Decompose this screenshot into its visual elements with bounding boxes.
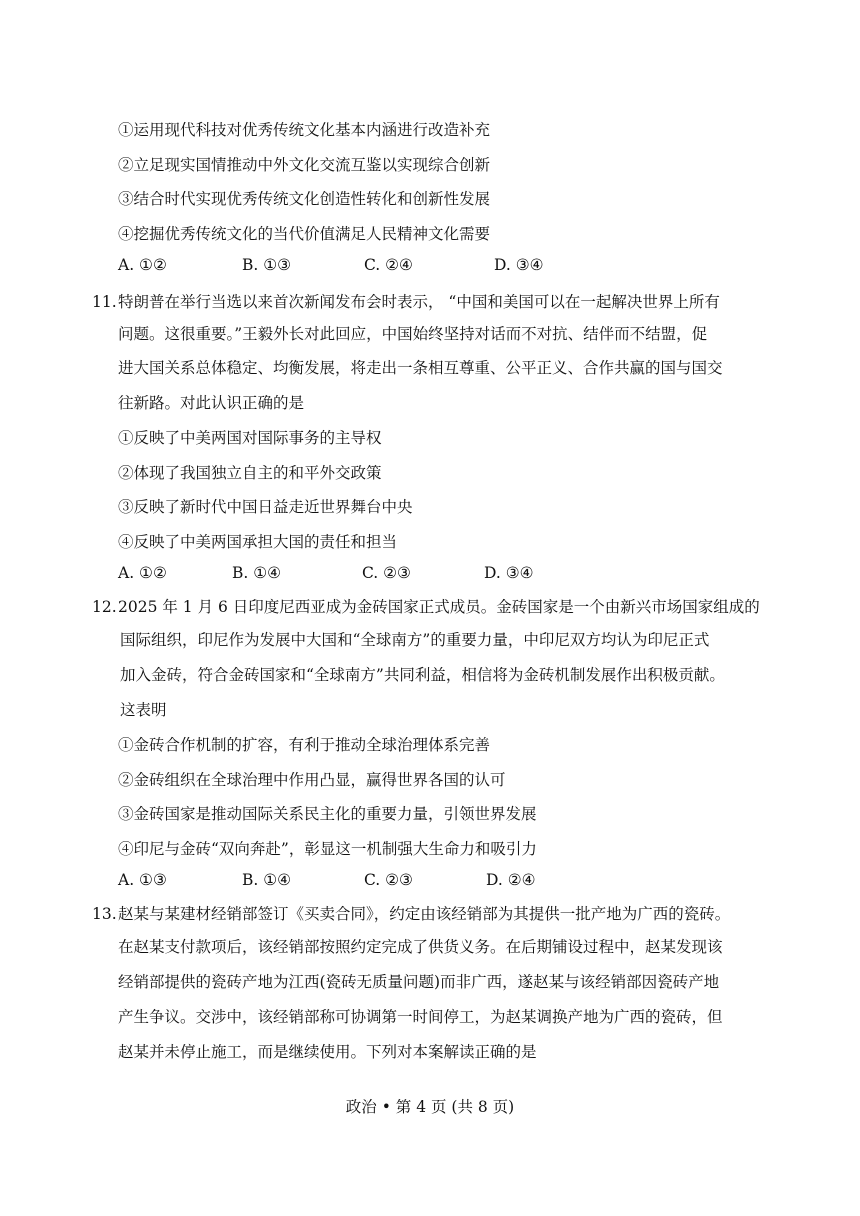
q12-statement-2: ②金砖组织在全球治理中作用凸显，赢得世界各国的认可 [118,771,506,789]
q11-statement-1: ①反映了中美两国对国际事务的主导权 [118,429,382,447]
q10-statement-2: ②立足现实国情推动中外文化交流互鉴以实现综合创新 [118,156,491,174]
q11-option-d: D. ③④ [484,564,534,582]
q12-stem-line-4: 这表明 [120,701,167,719]
q12-stem-line-1: 2025 年 1 月 6 日印度尼西亚成为金砖国家正式成员。金砖国家是一个由新兴市场国家组成的 [118,598,760,616]
q12-stem-line-2: 国际组织，印尼作为发展中大国和“全球南方”的重要力量，中印尼双方均认为印尼正式 [120,631,710,649]
q13-number: 13. [92,905,117,923]
q13-stem-line-2: 在赵某支付款项后，该经销部按照约定完成了供货义务。在后期铺设过程中，赵某发现该 [118,938,723,956]
q13-stem-line-1: 赵某与某建材经销部签订《买卖合同》，约定由该经销部为其提供一批产地为广西的瓷砖。 [118,905,731,923]
q10-option-d: D. ③④ [494,256,544,274]
q10-option-a: A. ①② [118,256,167,274]
q11-statement-2: ②体现了我国独立自主的和平外交政策 [118,464,382,482]
q11-option-b: B. ①④ [232,564,282,582]
q10-options [118,255,544,275]
q12-statement-4: ④印尼与金砖“双向奔赴”，彰显这一机制强大生命力和吸引力 [118,840,537,858]
q11-option-c: C. ②③ [362,564,411,582]
q12-options [118,870,536,890]
q13-stem-line-4: 产生争议。交涉中，该经销部称可协调第一时间停工，为赵某调换产地为广西的瓷砖，但 [118,1008,723,1026]
q11-statement-4: ④反映了中美两国承担大国的责任和担当 [118,533,398,551]
q10-option-c: C. ②④ [364,256,413,274]
q10-statement-1: ①运用现代科技对优秀传统文化基本内涵进行改造补充 [118,121,491,139]
q10-statement-3: ③结合时代实现优秀传统文化创造性转化和创新性发展 [118,190,491,208]
q12-option-c: C. ②③ [364,871,413,889]
q13-stem-line-5: 赵某并未停止施工，而是继续使用。下列对本案解读正确的是 [118,1043,537,1061]
q10-option-b: B. ①③ [242,256,292,274]
q12-number: 12. [92,598,117,616]
page-footer: 政治 • 第 4 页 (共 8 页) [345,1098,515,1116]
q12-statement-3: ③金砖国家是推动国际关系民主化的重要力量，引领世界发展 [118,805,537,823]
q11-option-a: A. ①② [118,564,167,582]
q11-stem-line-3: 进大国关系总体稳定、均衡发展，将走出一条相互尊重、公平正义、合作共赢的国与国交 [118,359,723,377]
q12-option-d: D. ②④ [486,871,536,889]
q13-stem-line-3: 经销部提供的瓷砖产地为江西(瓷砖无质量问题)而非广西，遂赵某与该经销部因瓷砖产地 [118,973,720,991]
q11-options [118,563,534,583]
q12-statement-1: ①金砖合作机制的扩容，有利于推动全球治理体系完善 [118,736,491,754]
q11-number: 11. [92,293,117,311]
q11-stem-line-1: 特朗普在举行当选以来首次新闻发布会时表示， “中国和美国可以在一起解决世界上所有 [118,293,720,311]
q12-option-b: B. ①④ [242,871,292,889]
q10-statement-4: ④挖掘优秀传统文化的当代价值满足人民精神文化需要 [118,225,491,243]
q12-stem-line-3: 加入金砖，符合金砖国家和“全球南方”共同利益，相信将为金砖机制发展作出积极贡献。 [120,666,725,684]
q12-option-a: A. ①③ [118,871,167,889]
q11-stem-line-2: 问题。这很重要。”王毅外长对此回应，中国始终坚持对话而不对抗、结伴而不结盟，促 [118,325,708,343]
q11-statement-3: ③反映了新时代中国日益走近世界舞台中央 [118,498,413,516]
q11-stem-line-4: 往新路。对此认识正确的是 [118,394,305,412]
